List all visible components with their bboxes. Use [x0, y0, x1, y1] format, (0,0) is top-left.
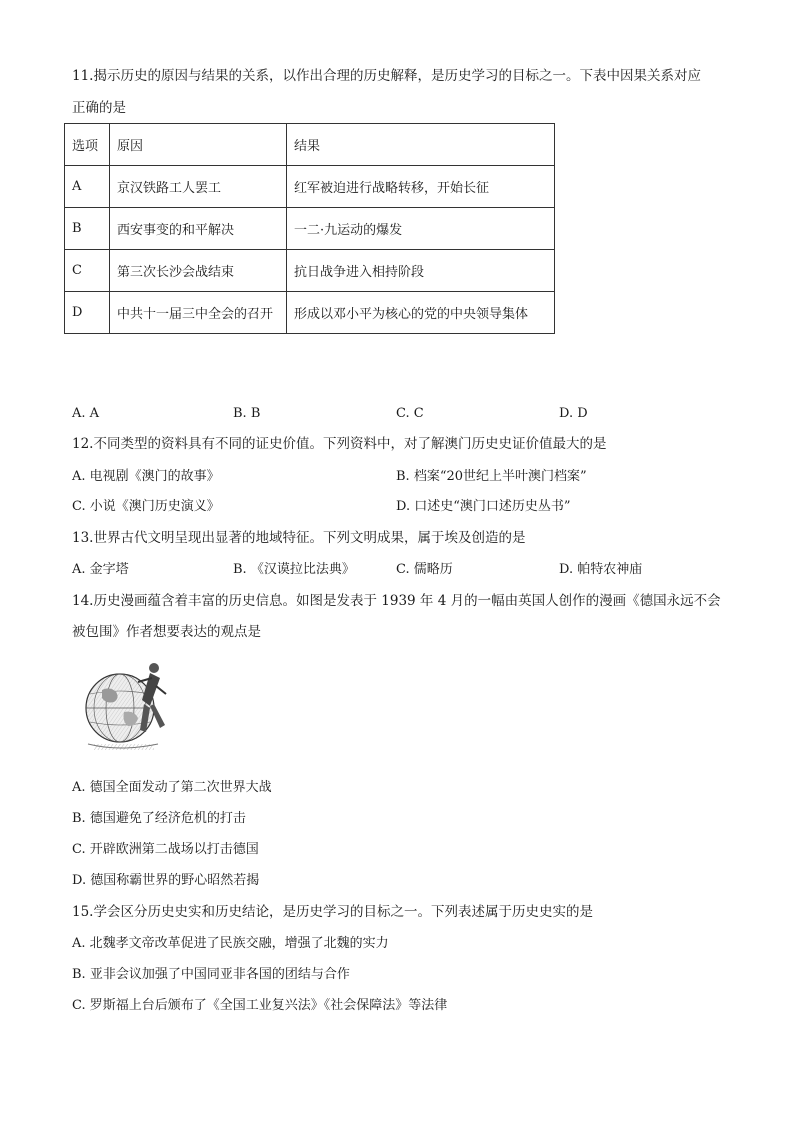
q12-option-d[interactable]: D. 口述史“澳门口述历史丛书” — [396, 499, 571, 514]
q11-option-b[interactable]: B. B — [233, 406, 261, 421]
table-row — [65, 208, 555, 250]
q12-stem: 12.不同类型的资料具有不同的证史价值。下列资料中，对了解澳门历史史证价值最大的是 — [72, 436, 607, 452]
table-header-cell: 结果 — [287, 124, 555, 166]
table-header-row — [65, 124, 555, 166]
table-cell: 红军被迫进行战略转移，开始长征 — [287, 166, 555, 208]
q14-stem-line1: 14.历史漫画蕴含着丰富的历史信息。如图是发表于 1939 年 4 月的一幅由英国人创作的漫画《德国永远不会 — [72, 593, 721, 609]
q13-option-b[interactable]: B. 《汉谟拉比法典》 — [233, 562, 355, 577]
table-row — [65, 250, 555, 292]
table-cell: C — [65, 250, 110, 292]
q13-option-a[interactable]: A. 金字塔 — [72, 562, 129, 577]
q11-stem-line1: 11.揭示历史的原因与结果的关系，以作出合理的历史解释，是历史学习的目标之一。下表中因果关系对应 — [72, 68, 701, 84]
q11-stem-line2: 正确的是 — [72, 100, 126, 116]
q15-option-a[interactable]: A. 北魏孝文帝改革促进了民族交融，增强了北魏的实力 — [72, 936, 389, 951]
q15-stem: 15.学会区分历史史实和历史结论，是历史学习的目标之一。下列表述属于历史史实的是 — [72, 904, 593, 920]
table-row — [65, 166, 555, 208]
table-cell: 中共十一届三中全会的召开 — [110, 292, 287, 334]
table-row — [65, 292, 555, 334]
table-header-cell: 原因 — [110, 124, 287, 166]
q11-option-a[interactable]: A. A — [72, 406, 100, 421]
q14-option-b[interactable]: B. 德国避免了经济危机的打击 — [72, 811, 246, 826]
q14-stem-line2: 被包围》作者想要表达的观点是 — [72, 624, 261, 640]
q12-option-b[interactable]: B. 档案“20世纪上半叶澳门档案” — [396, 469, 587, 484]
q15-option-c[interactable]: C. 罗斯福上台后颁布了《全国工业复兴法》《社会保障法》等法律 — [72, 998, 448, 1013]
table-cell: 抗日战争进入相持阶段 — [287, 250, 555, 292]
table-cell: A — [65, 166, 110, 208]
table-header-cell: 选项 — [65, 124, 110, 166]
table-cell: 形成以邓小平为核心的党的中央领导集体 — [287, 292, 555, 334]
table-cell: 京汉铁路工人罢工 — [110, 166, 287, 208]
q14-option-c[interactable]: C. 开辟欧洲第二战场以打击德国 — [72, 842, 259, 857]
table-cell: D — [65, 292, 110, 334]
q13-option-d[interactable]: D. 帕特农神庙 — [559, 562, 643, 577]
q12-option-a[interactable]: A. 电视剧《澳门的故事》 — [72, 469, 220, 484]
q14-option-a[interactable]: A. 德国全面发动了第二次世界大战 — [72, 780, 272, 795]
q13-option-c[interactable]: C. 儒略历 — [396, 562, 453, 577]
q15-option-b[interactable]: B. 亚非会议加强了中国同亚非各国的团结与合作 — [72, 967, 350, 982]
q13-stem: 13.世界古代文明呈现出显著的地域特征。下列文明成果，属于埃及创造的是 — [72, 530, 526, 546]
q11-option-d[interactable]: D. D — [559, 406, 588, 421]
table-cell: 一二·九运动的爆发 — [287, 208, 555, 250]
q12-option-c[interactable]: C. 小说《澳门历史演义》 — [72, 499, 220, 514]
q14-option-d[interactable]: D. 德国称霸世界的野心昭然若揭 — [72, 873, 260, 888]
cartoon-globe-figure — [80, 660, 176, 756]
q11-table — [64, 123, 555, 334]
table-cell: 第三次长沙会战结束 — [110, 250, 287, 292]
table-cell: B — [65, 208, 110, 250]
q11-option-c[interactable]: C. C — [396, 406, 424, 421]
table-cell: 西安事变的和平解决 — [110, 208, 287, 250]
